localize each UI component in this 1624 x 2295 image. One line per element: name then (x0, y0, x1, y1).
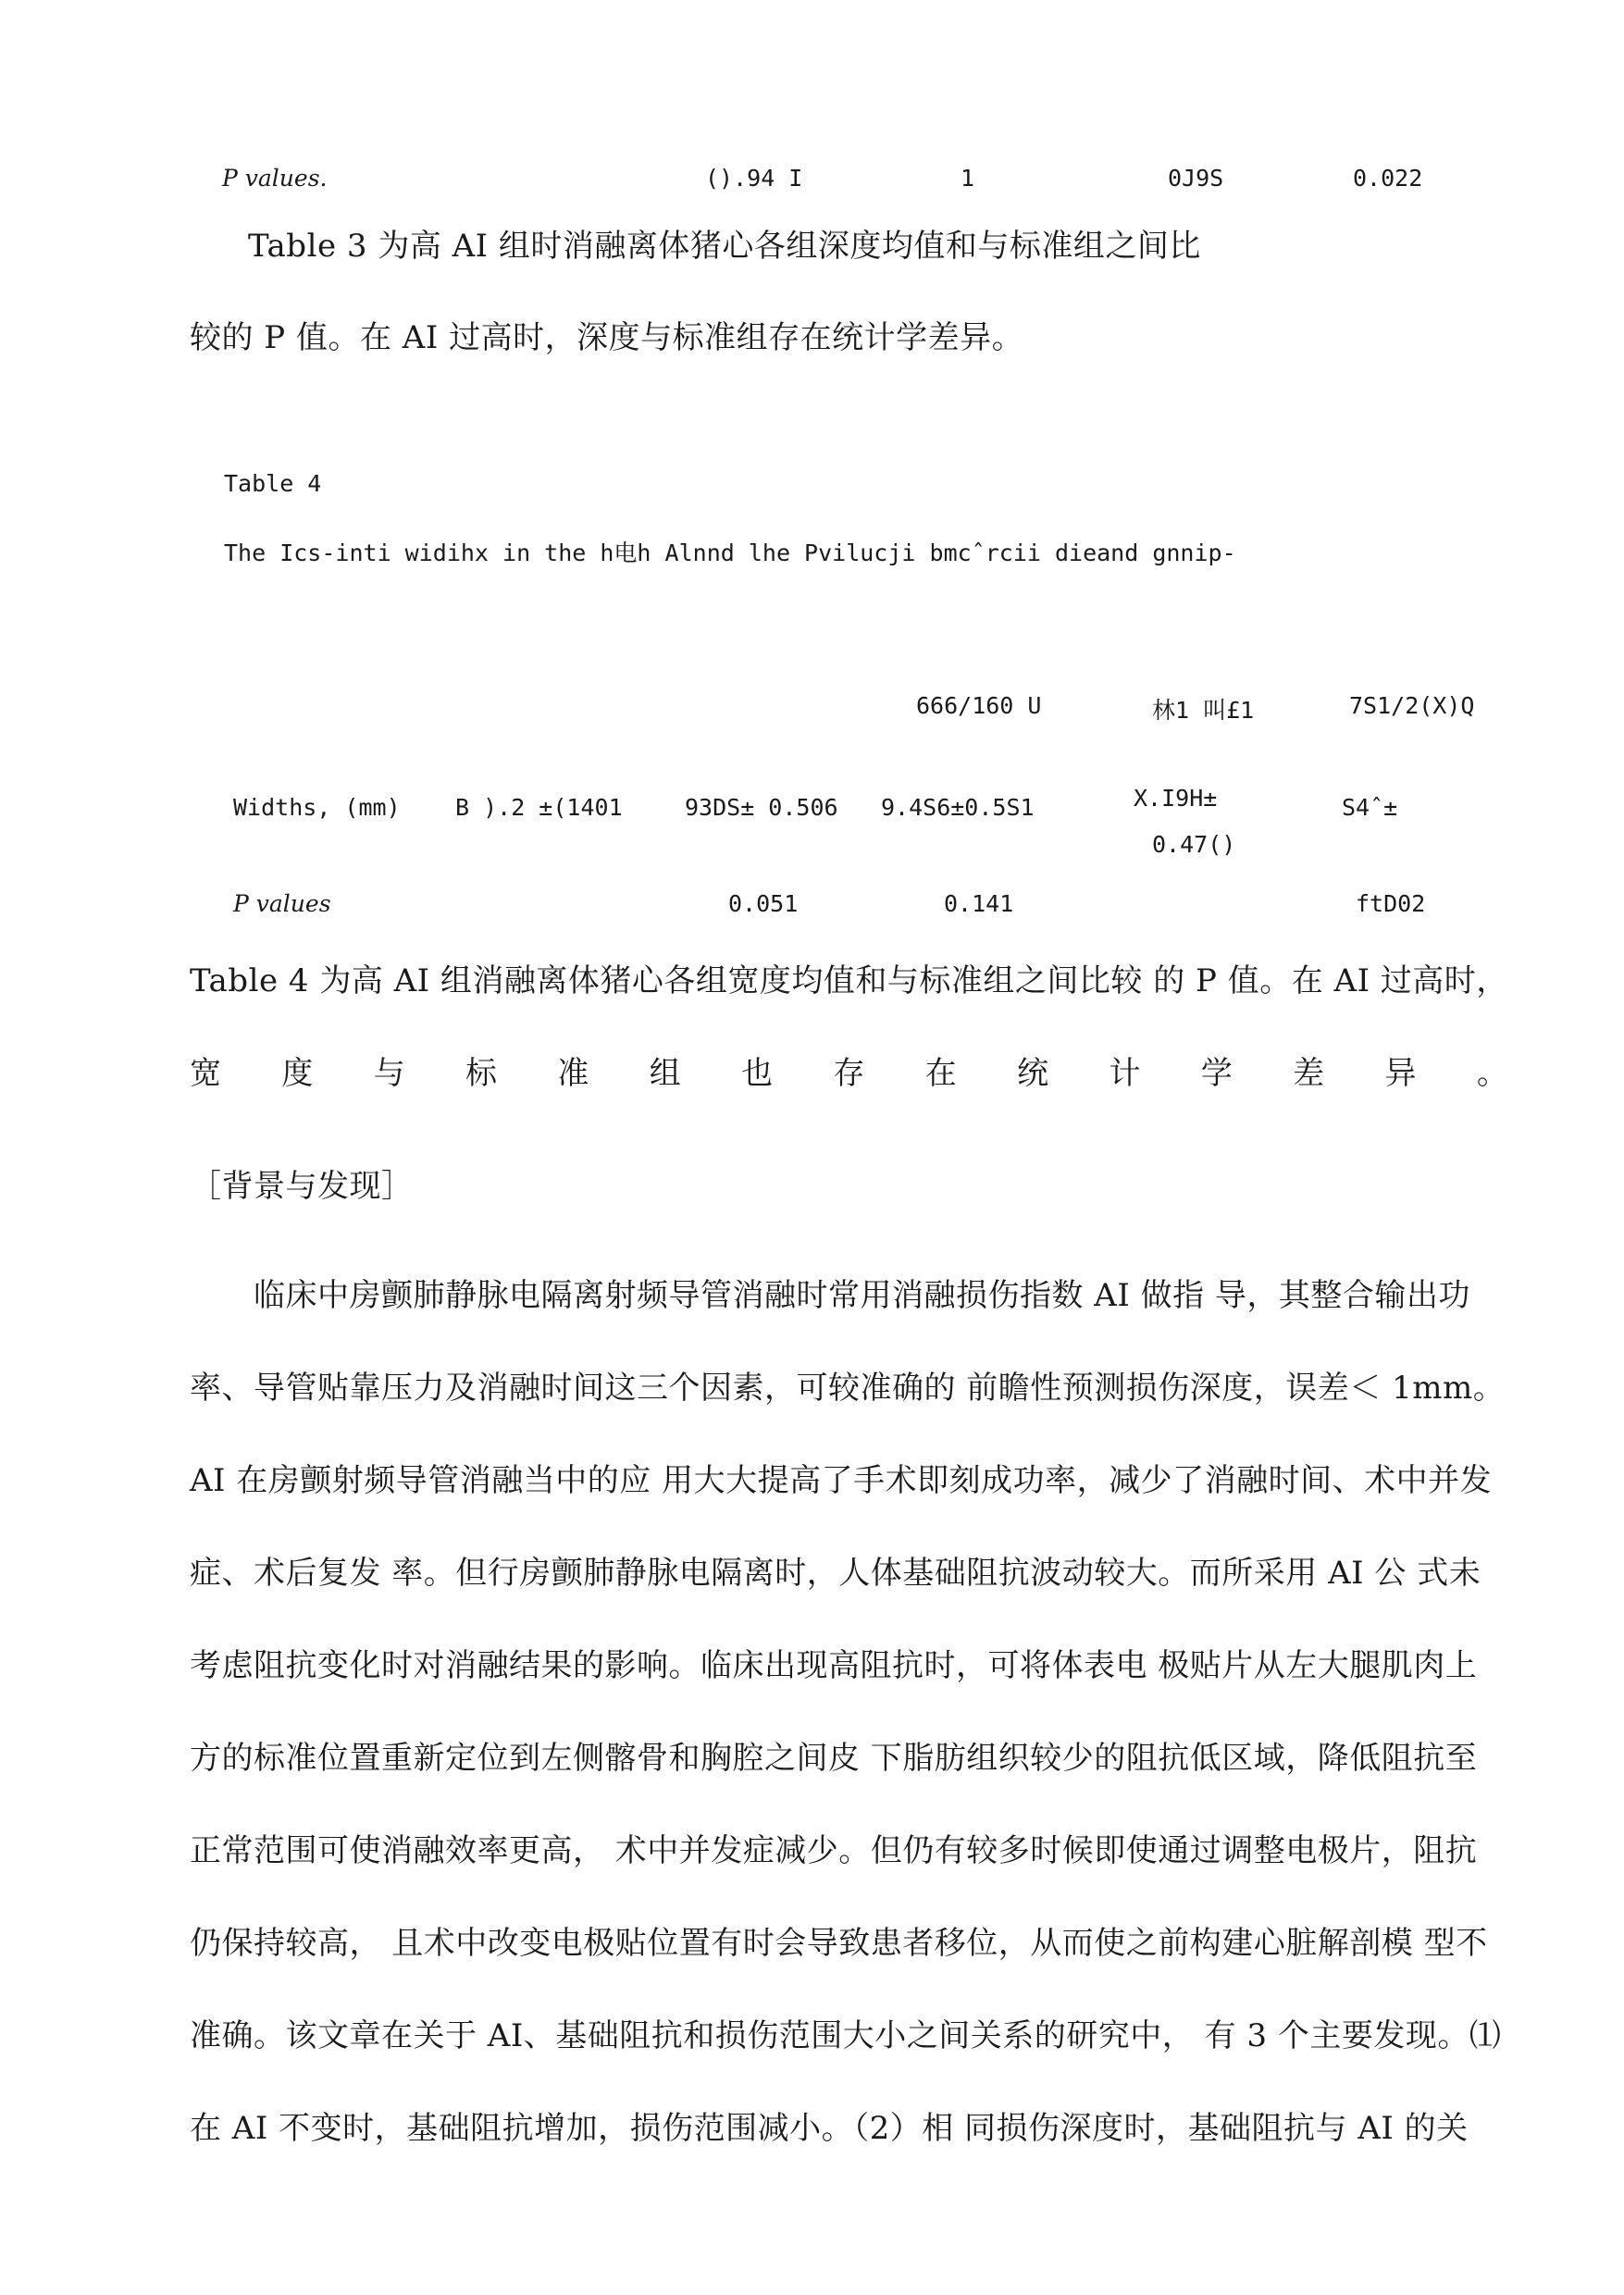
char: 统 (1017, 1055, 1049, 1092)
table4-widths-value-3: 9.4S6±0.5S1 (881, 794, 1035, 821)
table4-pvalue-3: ftD02 (1356, 890, 1426, 917)
table4-col-header-3: 7S1/2(X)Q (1349, 692, 1475, 719)
char: 度 (281, 1055, 314, 1092)
body-line-4: 症、术后复发 率。但行房颤肺静脉电隔离时，人体基础阻抗波动较大。而所采用 AI 公 式未 (190, 1555, 1481, 1592)
table4-widths-value-2: 93DS± 0.506 (685, 794, 838, 821)
table4-pvalue-1: 0.051 (728, 890, 799, 917)
char: 也 (741, 1055, 774, 1092)
table4-widths-value-5: S4ˆ± (1342, 794, 1398, 821)
table3-pvalue-4: 0.022 (1353, 165, 1423, 192)
table3-pvalue-1: ().94 I (705, 165, 803, 192)
table4-col-header-1: 666/160 U (916, 692, 1042, 719)
table4-widths-value-4-cont: 0.47() (1152, 831, 1236, 858)
table4-col-header-2: 林1 叫£1 (1152, 697, 1255, 724)
char: 标 (465, 1055, 498, 1092)
char: 存 (833, 1055, 865, 1092)
table4-pvalue-2: 0.141 (944, 890, 1014, 917)
section-heading: ［背景与发现］ (190, 1168, 414, 1205)
char: 与 (373, 1055, 405, 1092)
char: 学 (1200, 1055, 1233, 1092)
body-line-5: 考虑阻抗变化时对消融结果的影响。临床出现高阻抗时，可将体表电 极贴片从左大腿肌肉上 (190, 1647, 1478, 1684)
char: 宽 (190, 1055, 221, 1092)
table3-pvalue-3: 0J9S (1168, 165, 1224, 192)
table4-widths-value-4: X.I9H± (1134, 785, 1218, 812)
body-line-2: 率、导管贴靠压力及消融时间这三个因素，可较准确的 前瞻性预测损伤深度，误差＜ 1mm。 (190, 1370, 1506, 1407)
table3-description-line2: 较的 P 值。在 AI 过高时，深度与标准组存在统计学差异。 (190, 319, 1024, 356)
table4-heading: Table 4 (224, 470, 322, 497)
char: 在 (924, 1055, 957, 1092)
table3-pvalues-label: P values. (222, 165, 328, 192)
char: 异 (1384, 1055, 1417, 1092)
table4-widths-label: Widths, (mm) (233, 794, 401, 821)
body-line-10: 在 AI 不变时，基础阻抗增加，损伤范围减小。（2）相 同损伤深度时，基础阻抗与 AI 的关 (190, 2110, 1469, 2147)
char: 准 (557, 1055, 589, 1092)
table4-description-line2 (190, 1055, 1508, 1092)
body-line-1: 临床中房颤肺静脉电隔离射频导管消融时常用消融损伤指数 AI 做指 导，其整合输出功 (190, 1277, 1470, 1314)
char: 差 (1293, 1055, 1325, 1092)
table4-widths-value-1: B ).2 ±(1401 (455, 794, 623, 821)
table3-description-line1: Table 3 为高 AI 组时消融离体猪心各组深度均值和与标准组之间比 (248, 228, 1201, 265)
table3-pvalue-2: 1 (961, 165, 975, 192)
char: 组 (649, 1055, 681, 1092)
body-line-9: 准确。该文章在关于 AI、基础阻抗和损伤范围大小之间关系的研究中， 有 3 个主要发现。⑴ (190, 2017, 1502, 2054)
body-line-6: 方的标准位置重新定位到左侧髂骨和胸腔之间皮 下脂肪组织较少的阻抗低区域，降低阻抗至 (190, 1740, 1478, 1777)
table4-description-line1: Table 4 为高 AI 组消融离体猪心各组宽度均值和与标准组之间比较 的 P 值。在 AI 过高时， (190, 962, 1508, 999)
body-line-8: 仍保持较高， 且术中改变电极贴位置有时会导致患者移位，从而使之前构建心脏解剖模 型不 (190, 1925, 1488, 1962)
body-line-7: 正常范围可使消融效率更高， 术中并发症减少。但仍有较多时候即使通过调整电极片，阻抗 (190, 1832, 1478, 1869)
table4-caption: The Ics-inti widihx in the h电h Alnnd lhe Pvilucji bmcˆrcii dieand gnnip- (224, 540, 1236, 566)
char: 。 (1476, 1055, 1508, 1092)
body-line-3: AI 在房颤射频导管消融当中的应 用大大提高了手术即刻成功率，减少了消融时间、术中并发 (190, 1462, 1493, 1499)
char: 计 (1109, 1055, 1141, 1092)
table4-pvalues-label: P values (233, 890, 331, 917)
